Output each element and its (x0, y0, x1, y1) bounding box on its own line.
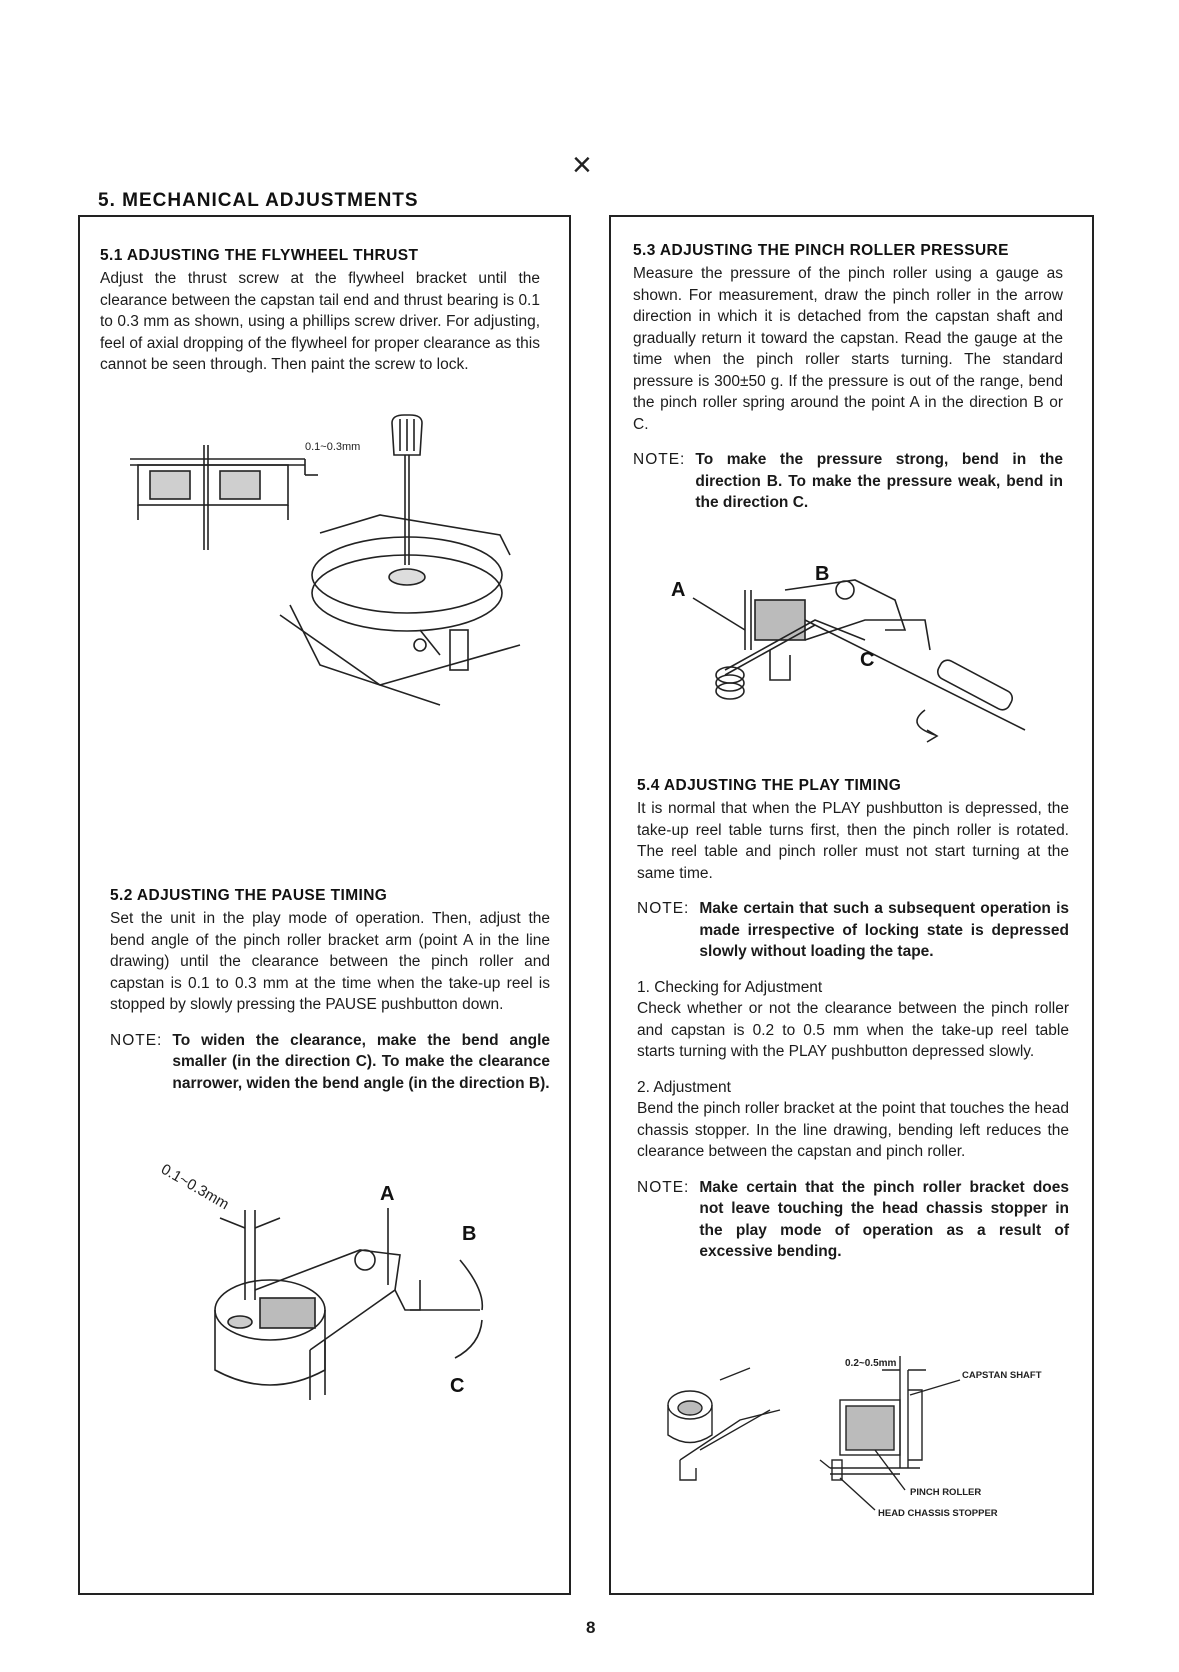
section-5-3 (633, 242, 1063, 514)
note-label: NOTE: (637, 900, 690, 917)
note-label: NOTE: (637, 1178, 690, 1196)
note-text: To widen the clearance, make the bend angle smaller (in the direction C). To make the clearance narrower, widen the bend angle (in the direction B). (172, 1031, 550, 1092)
section-5-4-body: It is normal that when the PLAY pushbutton is depressed, the take-up reel table turns first, then the pinch roller is rotated. The reel table and pinch roller must not start turning at the same time. (637, 800, 1069, 882)
note-label: NOTE: (110, 1031, 163, 1049)
page-number: 8 (586, 1618, 596, 1637)
section-5-4 (637, 777, 1069, 1263)
section-5-4-title: 5.4 ADJUSTING THE PLAY TIMING (637, 777, 902, 794)
stopper-label: HEAD CHASSIS STOPPER (878, 1508, 998, 1519)
section-5-2 (110, 887, 550, 1094)
note-text: Make certain that such a subsequent operation is made irrespective of locking state is depressed slowly without loading the tape. (699, 900, 1069, 960)
step-2-body: Bend the pinch roller bracket at the point that touches the head chassis stopper. In the line drawing, bending left reduces the clearance between the capstan and pinch roller. (637, 1100, 1069, 1160)
section-5-2-title: 5.2 ADJUSTING THE PAUSE TIMING (110, 887, 388, 904)
check-mark: × (572, 146, 592, 184)
section-5-3-note (633, 449, 1063, 514)
label-a: A (671, 579, 686, 601)
section-5-4-note-2 (637, 1177, 1069, 1263)
label-b: B (815, 563, 830, 585)
flywheel-thrust-figure (120, 415, 530, 705)
label-c: C (860, 649, 875, 671)
label-a: A (380, 1183, 395, 1205)
note-text: To make the pressure strong, bend in the direction B. To make the pressure weak, bend in the direction C. (695, 451, 1063, 511)
note-label: NOTE: (633, 451, 686, 468)
section-5-1-body: Adjust the thrust screw at the flywheel bracket until the clearance between the capstan tail end and thrust bearing is 0.1 to 0.3 mm as shown, using a phillips screw driver. For adjusting, feel of axial dropping of the flywheel for proper clearance as this cannot be seen through. Then paint the screw to lock. (100, 270, 540, 373)
label-b: B (462, 1223, 477, 1245)
pinch-pressure-figure (665, 560, 1045, 750)
cross-section-drawing (130, 445, 318, 550)
roller-capstan-drawing (820, 1390, 922, 1480)
section-5-3-body: Measure the pressure of the pinch roller using a gauge as shown. For measurement, draw the pinch roller in the arrow direction in which it is detached from the capstan shaft and gradually return it toward the capstan. Read the gauge at the time when the pinch roller starts turning. The standard pressure is 300±50 g. If the pressure is out of the range, bend the pinch roller spring around the point A in the direction B or C. (633, 265, 1063, 433)
section-5-4-note-1 (637, 898, 1069, 963)
clearance-label: 0.2~0.5mm (845, 1358, 897, 1369)
clearance-label: 0.1~0.3mm (158, 1160, 232, 1214)
step-1-body: Check whether or not the clearance between the pinch roller and capstan is 0.2 to 0.5 mm when the take-up reel table starts turning with the PLAY pushbutton depressed slowly. (637, 1000, 1069, 1060)
section-5-2-note (110, 1030, 550, 1095)
note-text: Make certain that the pinch roller bracket does not leave touching the head chassis stopper in the play mode of operation as a result of excessive bending. (699, 1178, 1069, 1260)
play-timing-figure (660, 1350, 1070, 1525)
step-1-title: 1. Checking for Adjustment (637, 978, 823, 996)
section-5-1-title: 5.1 ADJUSTING THE FLYWHEEL THRUST (100, 247, 419, 264)
section-5-3-title: 5.3 ADJUSTING THE PINCH ROLLER PRESSURE (633, 242, 1009, 259)
capstan-label: CAPSTAN SHAFT (962, 1370, 1042, 1381)
pause-timing-figure (160, 1160, 530, 1420)
bracket-perspective-drawing (668, 1368, 780, 1480)
clearance-label: 0.1~0.3mm (305, 441, 361, 453)
label-c: C (450, 1375, 465, 1397)
section-5-2-body: Set the unit in the play mode of operation. Then, adjust the bend angle of the pinch roller bracket arm (point A in the line drawing) until the clearance between the pinch roller and capstan is 0.1 to 0.3 mm at the time when the take-up reel is stopped by slowly pressing the PAUSE pushbutton down. (110, 910, 550, 1013)
screwdriver-drawing (392, 415, 422, 565)
section-title: 5. MECHANICAL ADJUSTMENTS (98, 190, 419, 211)
section-5-1 (100, 247, 540, 376)
step-2-title: 2. Adjustment (637, 1078, 731, 1096)
flywheel-drawing (280, 515, 520, 705)
pinch-roller-label: PINCH ROLLER (910, 1487, 982, 1498)
